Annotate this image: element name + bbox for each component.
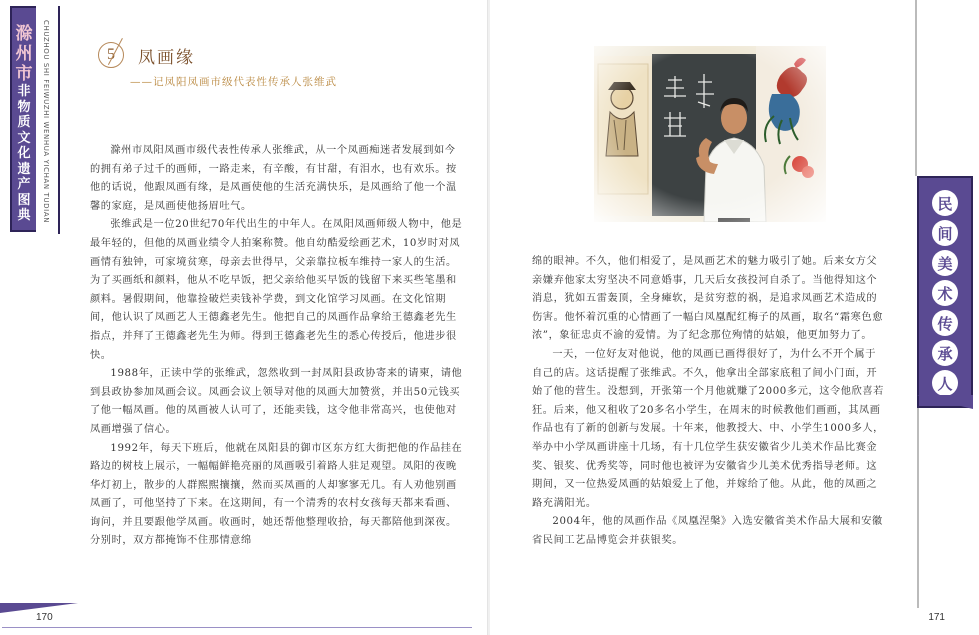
teacher-photo xyxy=(594,46,826,222)
band-char: 物 xyxy=(17,99,31,115)
section-char: 承 xyxy=(932,340,958,366)
subtitle-text: ——记凤阳凤画市级代表性传承人张维武 xyxy=(130,76,337,88)
right-margin-rule-lower xyxy=(917,408,919,608)
series-pinyin xyxy=(42,20,56,230)
chapter-number-badge: 5 xyxy=(98,42,124,68)
paragraph: 一天，一位好友对他说，他的凤画已画得很好了，为什么不开个属于自己的店。这话提醒了张维武。不久，他拿出全部家底租了间小门面，开始了他的营生。没想到，开张第一个月他就赚了2000多元，这令他欣喜若狂。后来，他又租收了20多名小学生，在周末的时候教他们画画，其凤画作品也有了新的创新与发展。十年来，他教授大、中、小学生1000多人，举办中小学凤画讲座十几场，有十几位学生获安徽省少儿美术作品比赛金奖、银奖、优秀奖等，同时他也被评为安徽省少儿美术优秀指导老师。这期间，又一位热爱凤画的姑娘爱上了他，并嫁给了他。从此，他的凤画之路充满阳光。 xyxy=(532,348,884,509)
footer-rule xyxy=(2,627,472,628)
section-char: 美 xyxy=(932,250,958,276)
band-char: 州 xyxy=(15,44,33,64)
paragraph: 绵的眼神。不久，他们相爱了，是凤画艺术的魅力吸引了她。后来女方父亲嫌弃他家太穷坚决不同意婚事，几天后女孩投河自杀了。当他得知这个消息，犹如五雷轰顶，全身瘫软，是贫穷惹的祸，是追求凤画艺术造成的伤害。他怀着沉重的心情画了一幅白凤凰配红梅子的凤画，取名“霜寒色愈浓”，象征忠贞不渝的爱情。为了纪念那位殉情的姑娘，他更加努力了。 xyxy=(532,256,884,342)
right-page xyxy=(490,0,979,635)
section-char: 人 xyxy=(932,370,958,396)
right-body-text xyxy=(532,253,884,551)
right-margin-rule xyxy=(915,0,979,176)
band-char: 产 xyxy=(17,177,31,192)
band-char: 典 xyxy=(17,208,31,223)
band-char: 滁 xyxy=(15,24,33,44)
page-number: 170 xyxy=(36,612,53,623)
band-char: 文 xyxy=(17,130,31,146)
section-char: 术 xyxy=(932,280,958,306)
band-divider xyxy=(58,6,60,234)
paragraph: 2004年，他的凤画作品《凤凰涅槃》入选安徽省美术作品大展和安徽省民间工艺品博览会并获银奖。 xyxy=(532,516,883,546)
section-char: 传 xyxy=(932,310,958,336)
paragraph: 张维武是一位20世纪70年代出生的中年人。在凤阳凤画师级人物中，他是最年轻的，但他的凤画业绩令人拍案称赞。他自幼酷爱绘画艺术，10岁时对凤画情有独钟，可家境贫寒，母亲去世得早，父亲靠拉板车维持一家人的生活。为了买画纸和颜料，他从不吃早饭，把父亲给他买早饭的钱留下来买些笔墨和颜料。暑假期间，他靠捡破烂卖钱补学费，到文化馆学习凤画。在文化馆期间，他认识了凤画艺人王德鑫老先生。他把自己的凤画作品拿给王德鑫老先生指点，并拜了王德鑫老先生为师。得到王德鑫老先生的悉心传授后，他进步很快。 xyxy=(90,219,463,361)
section-title-band xyxy=(917,176,973,408)
article-title xyxy=(98,42,398,92)
band-char: 图 xyxy=(17,192,31,208)
section-char: 间 xyxy=(932,220,958,246)
band-char: 遗 xyxy=(17,161,31,177)
section-char: 民 xyxy=(932,190,958,216)
band-char: 市 xyxy=(15,64,33,84)
section-title-vertical xyxy=(926,190,964,400)
band-char: 化 xyxy=(17,146,31,161)
page-number: 171 xyxy=(928,612,945,623)
left-page xyxy=(0,0,489,635)
pinyin-text: CHUZHOU SHI FEIWUZHI WENHUA YICHAN TUDIAN xyxy=(42,20,50,224)
series-title-vertical xyxy=(10,6,36,232)
paragraph: 1992年，每天下班后，他就在凤阳县的御市区东方红大街把他的作品挂在路边的树枝上展示，一幅幅鲜艳亮丽的凤画吸引着路人驻足观望。凤阳的夜晚华灯初上，散步的人群熙熙攘攘，然而买凤画的人却寥寥无几。有人劝他别画凤画了，可他坚持了下来。在这期间，有一个清秀的农村女孩每天都来看画、询问，并且要跟他学凤画。收画时，她还帮他整理收拾，每天都陪他到深夜。分别时，双方都掩饰不住那情意绵 xyxy=(90,442,463,547)
paragraph: 滁州市凤阳凤画市级代表性传承人张维武，从一个凤画痴迷者发展到如今的拥有弟子过千的画师，一路走来，有辛酸，有甘甜，有泪水，也有欢乐。按他的话说，他跟凤画有缘，是凤画使他的生活充满快乐，是凤画给了他一个温馨的家庭，是凤画使他扬眉吐气。 xyxy=(90,145,457,212)
band-char: 质 xyxy=(17,115,31,130)
photo-vignette xyxy=(594,46,826,222)
series-title-band xyxy=(8,6,74,234)
left-body-text xyxy=(90,142,465,551)
paragraph: 1988年，正读中学的张维武，忽然收到一封凤阳县政协寄来的请柬，请他到县政协参加凤画会议。凤画会议上领导对他的凤画大加赞赏，并出50元钱买了他一幅凤画。他的凤画被人认可了，还能卖钱，这令他非常高兴，也使他对凤画增强了信心。 xyxy=(90,368,463,435)
title-text: 凤画缘 xyxy=(138,48,195,68)
band-char: 非 xyxy=(17,84,31,99)
